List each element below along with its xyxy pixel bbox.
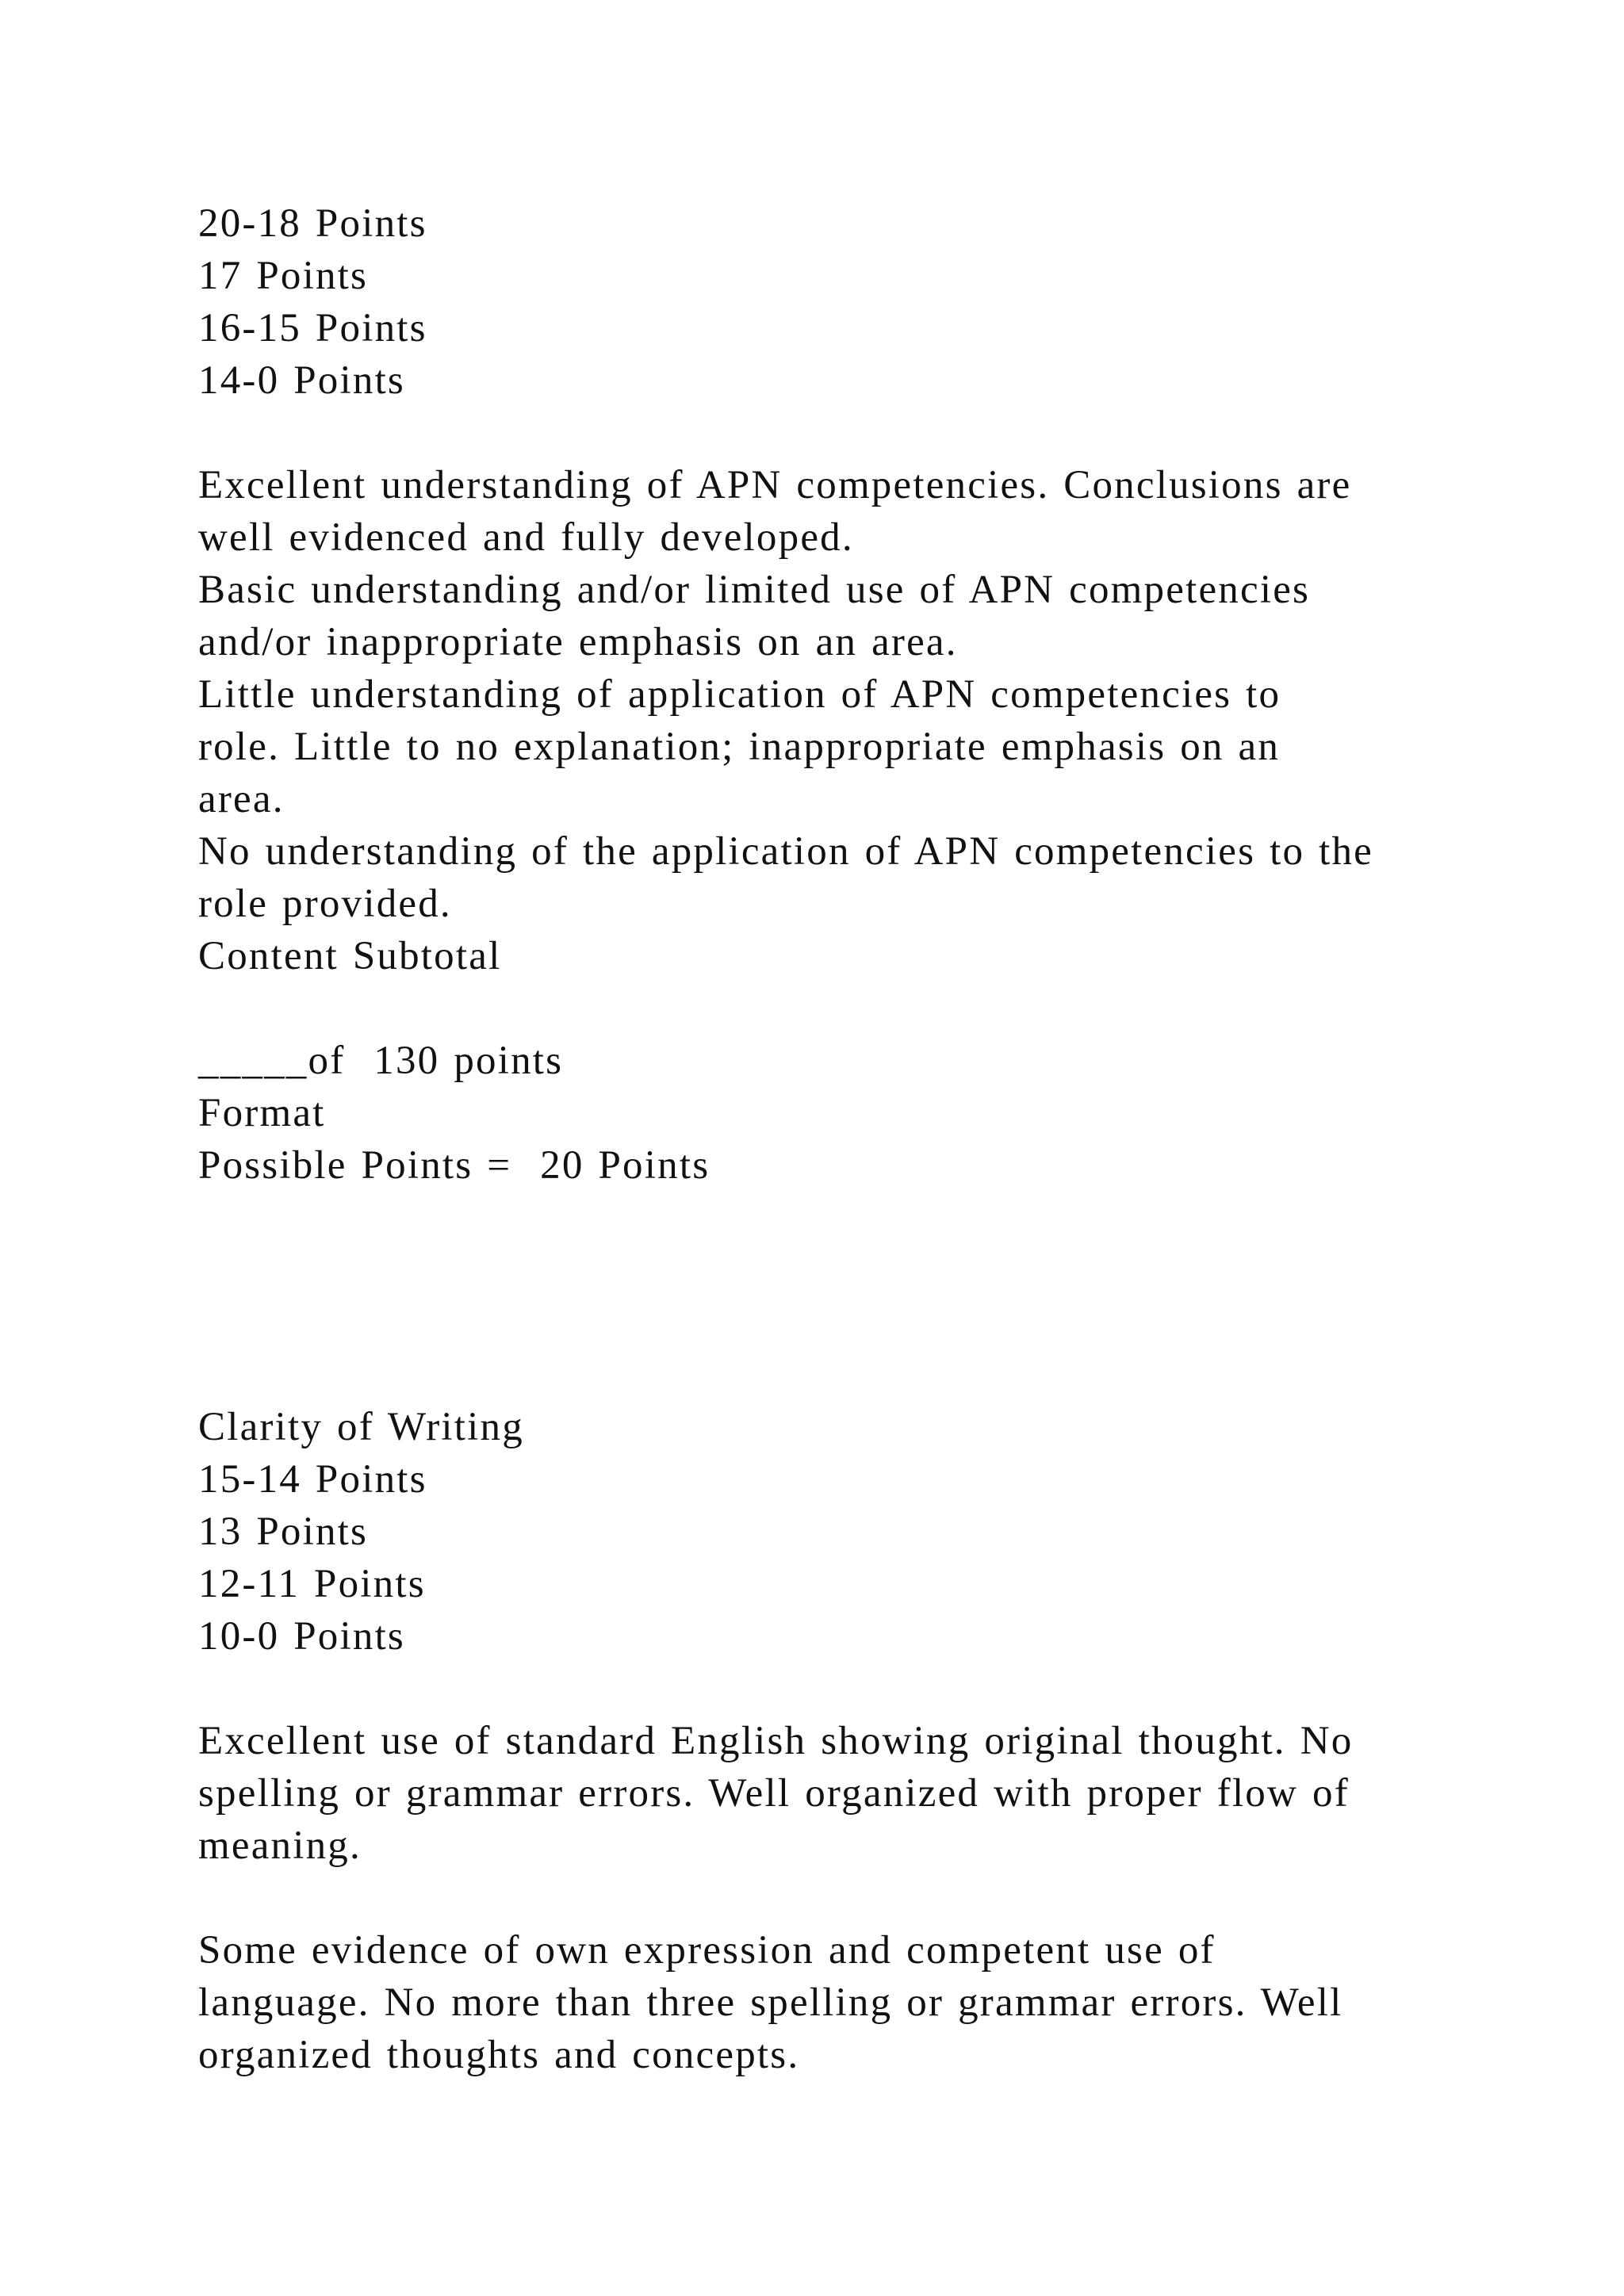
descriptor-some-line: Some evidence of own expression and competent use of	[198, 1928, 1216, 1973]
descriptor-line: Little understanding of application of APN competencies to	[198, 672, 1281, 717]
blank-line	[198, 1872, 1483, 1924]
points-range-15-14: 15-14 Points	[198, 1457, 427, 1502]
descriptor-line: and/or inappropriate emphasis on an area.	[198, 620, 958, 664]
descriptor-line: Excellent understanding of APN competencies. Conclusions are	[198, 463, 1352, 507]
blank-line	[198, 982, 1483, 1035]
descriptor-some-line: language. No more than three spelling or grammar errors. Well	[198, 1980, 1343, 2025]
descriptor-line: role provided.	[198, 882, 452, 926]
points-range-12-11: 12-11 Points	[198, 1562, 426, 1606]
rubric-text	[198, 197, 1483, 2081]
format-heading: Format	[198, 1091, 326, 1135]
points-range-10-0: 10-0 Points	[198, 1614, 405, 1659]
points-range-20-18: 20-18 Points	[198, 201, 427, 246]
descriptor-line: Basic understanding and/or limited use of APN competencies	[198, 568, 1311, 612]
descriptor-excellent-line: Excellent use of standard English showing original thought. No	[198, 1719, 1354, 1763]
format-possible-points: Possible Points = 20 Points	[198, 1143, 710, 1188]
descriptor-excellent-line: spelling or grammar errors. Well organized with proper flow of	[198, 1771, 1350, 1816]
descriptor-line: No understanding of the application of APN competencies to the	[198, 829, 1374, 874]
descriptor-excellent-line: meaning.	[198, 1823, 362, 1868]
descriptor-line: area.	[198, 777, 285, 821]
points-range-14-0: 14-0 Points	[198, 358, 405, 403]
blank-space	[198, 1192, 1483, 1401]
blank-line	[198, 1663, 1483, 1715]
clarity-heading: Clarity of Writing	[198, 1405, 524, 1449]
blank-line	[198, 407, 1483, 459]
content-subtotal-label: Content Subtotal	[198, 934, 502, 978]
descriptor-line: well evidenced and fully developed.	[198, 515, 854, 560]
points-13: 13 Points	[198, 1510, 369, 1554]
descriptor-some-line: organized thoughts and concepts.	[198, 2033, 800, 2077]
content-subtotal-value: _____of 130 points	[198, 1039, 564, 1083]
descriptor-line: role. Little to no explanation; inappropriate emphasis on an	[198, 725, 1281, 769]
points-range-16-15: 16-15 Points	[198, 306, 427, 350]
points-17: 17 Points	[198, 254, 369, 298]
